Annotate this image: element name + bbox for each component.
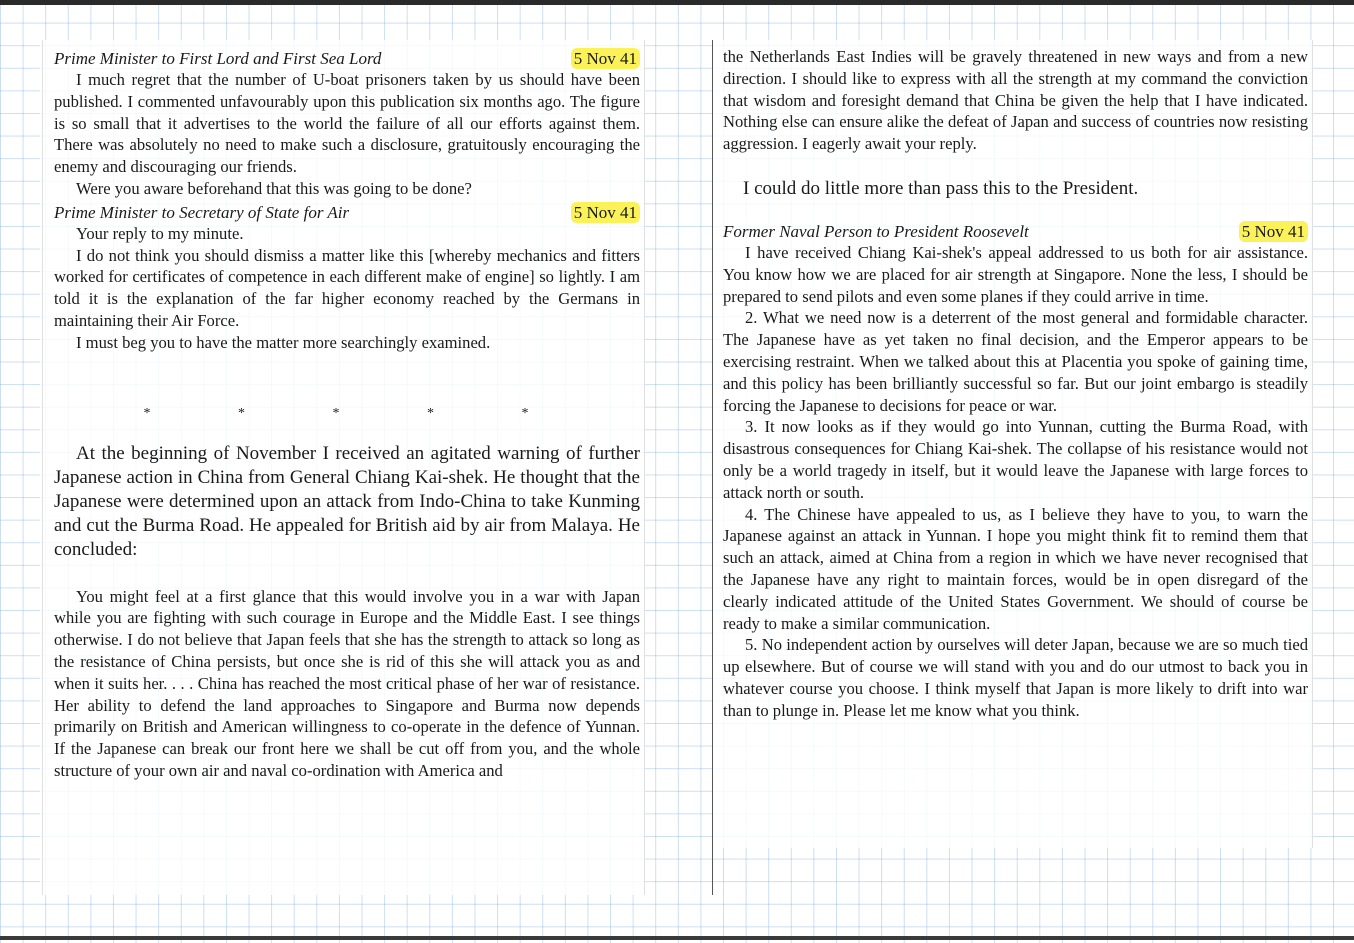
left-page [40,40,645,895]
quoted-letter-continued: the Netherlands East Indies will be gravely threatened in new ways and from a new direction. I should like to express with all the strength at my command the conviction that wisdom and foresight demand that China be given the help that I have indicated. Nothing else can ensure alike the defeat of Japan and success of countries now resisting aggression. I eagerly await your reply. [723,47,1308,154]
memo-paragraph: I do not think you should dismiss a matter like this [whereby mechanics and fitters worked for certificates of competence in each different make of engine] so lightly. I am told it is the explanation of the far higher economy reached by the Germans in maintaining their Air Force. [54,245,640,330]
narrative-note: I could do little more than pass this to the President. [743,177,1139,199]
memo-paragraph: 3. It now looks as if they would go into Yunnan, cutting the Burma Road, with disastrous consequences for Chiang Kai-shek. The collapse of his resistance would not only be a world tragedy in itself, but it would leave the Japanese with large forces to attack north or south. [723,417,1308,502]
memo-heading [54,48,640,69]
section-divider-stars: * * * * * [143,405,571,421]
memo-heading [723,221,1308,242]
memo-paragraph: 5. No independent action by ourselves will deter Japan, because we are so much tied up elsewhere. But of course we will stand with you and do our utmost to back you in whatever course you choose. I think myself that Japan is more likely to drift into war than to plunge in. Please let me know what you think. [723,635,1308,720]
memo-paragraph: I much regret that the number of U-boat prisoners taken by us should have been published. I commented unfavourably upon this publication six months ago. The figure is so small that it advertises to the world the failure of all our efforts against them. There was absolutely no need to make such a disclosure, gratuitously encouraging the enemy and discouraging our friends. [54,70,640,177]
date-highlight: 5 Nov 41 [1239,221,1308,242]
memo-addressee: Former Naval Person to President Roosevelt [723,221,1029,241]
scan-bottom-border [0,936,1354,940]
memo-paragraph: 4. The Chinese have appealed to us, as I believe they have to you, to warn the Japanese against an attack in Yunnan. I hope you might think fit to remind them that such an attack, aimed at China from a region in which we have never recognised that the Japanese have any right to maintain forces, would be in open disregard of the clearly indicated attitude of the United States Government. We should of course be ready to make a similar communication. [723,504,1308,633]
memo-addressee: Prime Minister to First Lord and First Sea Lord [54,49,382,68]
date-highlight: 5 Nov 41 [571,48,640,69]
memo-addressee: Prime Minister to Secretary of State for Air [54,202,350,222]
memo-paragraph: Your reply to my minute. [76,223,244,243]
memo-paragraph: I have received Chiang Kai-shek's appeal addressed to us both for air assistance. You know how we are placed for air strength at Singapore. None the less, I should be prepared to send pilots and even some planes if they could arrive in time. [723,242,1308,306]
memo-paragraph: 2. What we need now is a deterrent of the most general and formidable character. The Japanese have as yet taken no final decision, and the Emperor appears to be exercising restraint. When we talked about this at Placentia you spoke of gaining time, and this policy has been brilliantly successful so far. But our joint embargo is steadily forcing the Japanese to decisions for peace or war. [723,308,1308,415]
memo-paragraph: I must beg you to have the matter more searchingly examined. [76,332,491,352]
scan-top-border [0,0,1354,5]
date-highlight: 5 Nov 41 [571,202,640,223]
narrative-paragraph: At the beginning of November I received an agitated warning of further Japanese action in China from General Chiang Kai-shek. He thought that the Japanese were determined upon an attack from Indo-China to take Kunming and cut the Burma Road. He appealed for British aid by air from Malaya. He concluded: [54,442,640,560]
memo-heading [54,202,640,223]
memo-paragraph: Were you aware beforehand that this was going to be done? [76,178,472,198]
quoted-letter: You might feel at a first glance that this would involve you in a war with Japan while you are fighting with such courage in Europe and the Middle East. I see things otherwise. I do not believe that Japan feels that she has the strength to attack so long as the resistance of China persists, but once she is rid of this she will attack you as and when it suits her. . . . China has reached the most critical phase of her war of resistance. Her ability to defend the land approaches to Singapore and Burma now depends primarily on British and American willingness to co-operate in the defence of Yunnan. If the Japanese can break our front here we shall be cut off from you, and the whole structure of your own air and naval co-ordination with America and [54,586,640,780]
right-page [713,40,1313,848]
